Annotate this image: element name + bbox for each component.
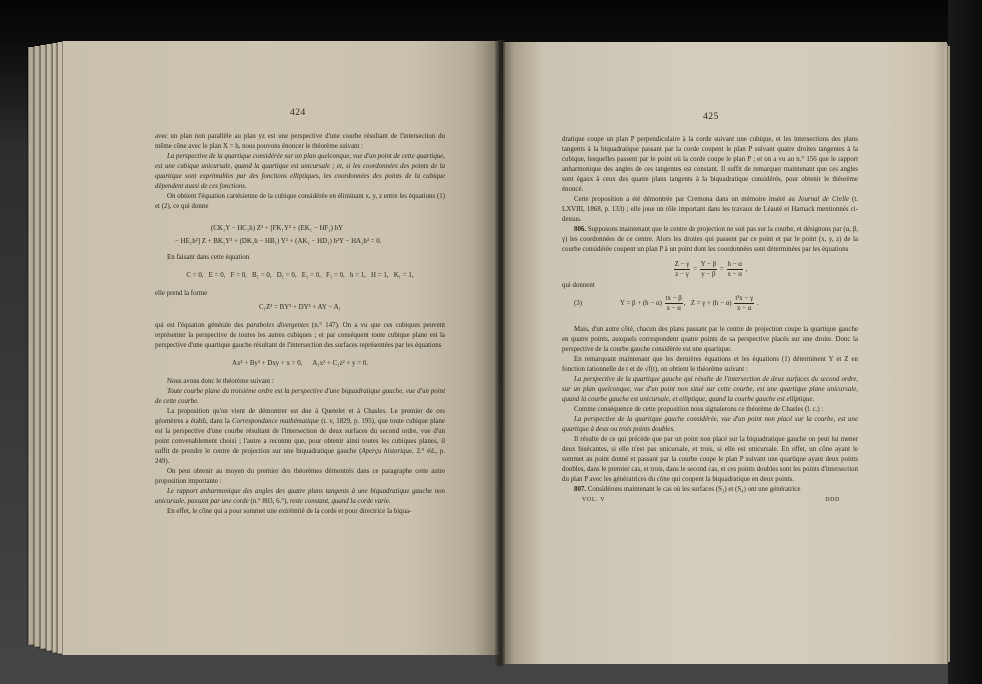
italic-run: Correspondance mathématique: [232, 418, 319, 425]
page-number-left: 424: [290, 108, 306, 118]
paragraph: [155, 407, 445, 467]
italic-run: paraboles divergentes: [246, 322, 309, 329]
scan-background: [948, 0, 982, 684]
theorem-paragraph: Toute courbe plane du troisième ordre est la perspective d'une biquadratique gauche, vue d'un point de cette courbe.: [155, 388, 445, 405]
equation-3: [562, 293, 858, 315]
denominator: x − α: [737, 304, 752, 312]
equation-part: , Z = γ + (h − α): [683, 300, 734, 307]
text-run: qui est l'équation générale des: [155, 322, 247, 329]
equation-part: Y = β + (h − α): [620, 300, 664, 307]
text-run: (t. v, 1829, p. 195), que toute cubique plane est la perspective d'une courbe résultant de l'intersection de deux surfaces du second ordre, vue d'un point convenablement choisi ; l'autre a reconnu que, pour obtenir ainsi toutes les cubiques planes, il suffit de prendre le centre de projection sur une biquadratique gauche (: [155, 418, 445, 455]
theorem-paragraph: La perspective de la quartique gauche considérée, vue d'un point non placé sur la courbe, est une quartique à deux ou trois points doubles.: [562, 416, 858, 433]
fraction: [727, 260, 743, 279]
equation-substitutions: C = 0, E = 0, F = 0, B₁ = 0, D₁ = 0, E₁ = 0, F₁ = 0, h = 1, H = 1, K₁ = 1,: [186, 272, 414, 279]
text-run: (t. LXVIII, 1868, p. 133) ; elle joue un rôle important dans les travaux de Léauté et Harnack mentionnés ci-dessus.: [562, 196, 858, 223]
paragraph: dratique coupe un plan P perpendiculaire à la corde suivant une cubique, et les intersections des plans tangents à la biquadratique passant par la corde coupent le plan P suivant quatre droites tangentes à la cubique, lesquelles passent par le point où la corde coupe le plan P ; et on a vu au n.° 156 que le rapport anharmonique des angles de ces tangentes est constant. Il suffit de remarquer maintenant que ces angles sont égaux à ceux des quatre plans tangents à la biquadratique considérés, pour obtenir le théorème énoncé.: [562, 136, 858, 193]
fraction: [674, 260, 691, 279]
italic-run: Aperçu historique: [361, 448, 413, 455]
section-paragraph: [562, 485, 858, 495]
equals-sign: =: [691, 266, 699, 273]
equation-line: (CK₁Y − HC₁h) Z² + [FK₁Y² + (EK₁ − HF₁) hY: [211, 225, 344, 232]
paragraph: Il résulte de ce qui précède que par un point non placé sur la biquadratique gauche on peut lui mener deux bisécantes, si elle n'est pas unicursale, et trois, si elle est unicursale. En effet, un cône ayant le sommet au point donné et passant par la courbe coupe le plan P suivant une quartique ayant deux points doubles, dans le premier cas, et trois, dans le second cas, et ces points doubles sont les points d'intersection du plan P avec les génératrices du cône qui coupent la biquadratique en deux points.: [562, 436, 858, 483]
paragraph: Nous avons donc le théorème suivant :: [167, 378, 274, 385]
paragraph: avec un plan non parallèle au plan yz est une perspective d'une courbe résultant de l'intersection du même cône avec le plan X = h, nous pouvons énoncer le théorème suivant :: [155, 133, 445, 150]
italic-run: Le rapport anharmonique des angles des quatre plans tangents à une biquadratique gauche non unicursale, passant par une corde: [155, 488, 445, 505]
page-footer: [562, 496, 858, 504]
numerator: h − α: [727, 260, 742, 268]
paragraph: On obtient l'équation cartésienne de la cubique considérée en éliminant x, y, z entre les équations (1) et (2), ce qui donne: [155, 193, 445, 210]
page-number-right: 425: [703, 112, 719, 122]
section-paragraph: [562, 225, 858, 255]
equation-cubic: [155, 222, 445, 248]
section-number: 806.: [574, 226, 587, 233]
numerator: tx − β: [665, 294, 682, 302]
denominator: z − γ: [675, 270, 689, 278]
section-number: 807.: [574, 486, 587, 493]
theorem-paragraph: La perspective de la quartique gauche qui résulte de l'intersection de deux surfaces du second ordre, sur un plan quelconque, vue d'un point non situé sur cette courbe, est une quartique plane unicursale, quand la courbe gauche est unicursale, et elliptique, quand la courbe gauche est elliptique.: [562, 376, 858, 403]
theorem-paragraph: La perspective de la quartique considérée sur un plan quelconque, vue d'un point de cette quartique, est une cubique unicursale, quand la quartique est unicursale ; et, si les coordonnées des points de la quartique sont exprimables par des fonctions elliptiques, les coordonnées des points de la cubique dépendent aussi de ces fonctions.: [155, 153, 445, 190]
equation-line: − HE₁h²] Z + BK₁Y³ + (DK₁h − HB₁) Y² + (AK₁ − HD₁) h²Y − HA₁h³ = 0.: [175, 238, 382, 245]
paragraph: qui donnent: [562, 282, 595, 289]
theorem-paragraph: [155, 487, 445, 507]
text-run: Considérons maintenant le cas où les surfaces (S₃) et (S₄) ont une génératrice: [586, 486, 801, 493]
text-run: La proposition qu'on vient de démontrer est due à Quetelet et à Chasles. Le premier de ces géomètres a établi, dans la: [155, 408, 445, 425]
paragraph: On peut obtenir au moyen du premier des théorèmes démontrés dans ce paragraphe cette autre proposition importante :: [155, 468, 445, 485]
fraction: [665, 294, 683, 313]
text-run: Supposons maintenant que le centre de projection ne soit pas sur la courbe, et désignons par (α, β, γ) les coordonnées de ce centre. Alors les droites qui passent par ce point et par le point (x, y, z) de la courbe considérée coupent un plan P à un point dont les coordonnées sont déterminées par les équations: [562, 226, 858, 253]
denominator: x − α: [727, 270, 742, 278]
denominator: y − β: [701, 270, 716, 278]
text-run: Cette proposition a été démontrée par Cremona dans un mémoire inséré au: [574, 196, 798, 203]
equation-projection: [562, 259, 858, 281]
paragraph: En faisant dans cette équation: [167, 254, 250, 261]
equation-label: (3): [574, 300, 583, 307]
paragraph: Comme conséquence de cette proposition nous signalerons ce théorème de Chasles (l. c.) :: [574, 406, 824, 413]
page-edge: [948, 46, 950, 662]
left-page-text: [155, 132, 445, 517]
text-run: (n.° 803, 6.°),: [248, 498, 290, 505]
right-page-text: [562, 135, 858, 504]
paragraph: En effet, le cône qui a pour sommet une extrémité de la corde et pour directrice la biqua-: [167, 508, 412, 515]
italic-run: Journal de Crelle: [797, 196, 849, 203]
punctuation: .: [755, 300, 759, 307]
italic-run: reste constant, quand la corde varie.: [289, 498, 391, 505]
volume-signature: VOL. V: [582, 497, 606, 503]
sheet-signature: DDD: [825, 497, 840, 503]
text-run: (n.° 147). On a vu que ces cubiques peuvent représenter la perspective de toutes les autres cubiques ; et par conséquent toute cubique plane est la perspective d'une quartique gauche résultant de l'intersection des surfaces représentées par les équations: [155, 322, 446, 349]
equals-sign: =: [718, 266, 726, 273]
denominator: x − α: [666, 304, 681, 312]
paragraph: elle prend la forme: [155, 290, 208, 297]
numerator: Z − γ: [674, 260, 690, 268]
equation-divergent-parabola: C₁Z² = BY³ + DY² + AY − A₁: [259, 304, 341, 311]
book-spine: [495, 40, 505, 666]
numerator: Y − β: [700, 260, 717, 268]
equation-surfaces: Ax² + By² + Dxy + x = 0, A₁x² + C₁z² + y = 0.: [232, 360, 368, 367]
text-run: , 2.° éd., p. 249).: [155, 448, 446, 465]
fraction: [734, 294, 754, 313]
fraction: [700, 260, 718, 279]
punctuation: ,: [743, 266, 748, 273]
paragraph: [562, 195, 858, 225]
paragraph: [155, 321, 445, 351]
paragraph: En remarquant maintenant que les dernières équations et les équations (1) déterminent Y et Z en fonction rationnelle de t et de √f(t), on obtient le théorème suivant :: [562, 356, 858, 373]
numerator: t²x − γ: [735, 294, 754, 302]
paragraph: Mais, d'un autre côté, chacun des plans passant par le centre de projection coupe la quartique gauche en quatre points, auxquels correspondent quatre points de sa perspective placés sur une droite. Donc la perspective de la courbe gauche considérée est une quartique.: [562, 326, 858, 353]
